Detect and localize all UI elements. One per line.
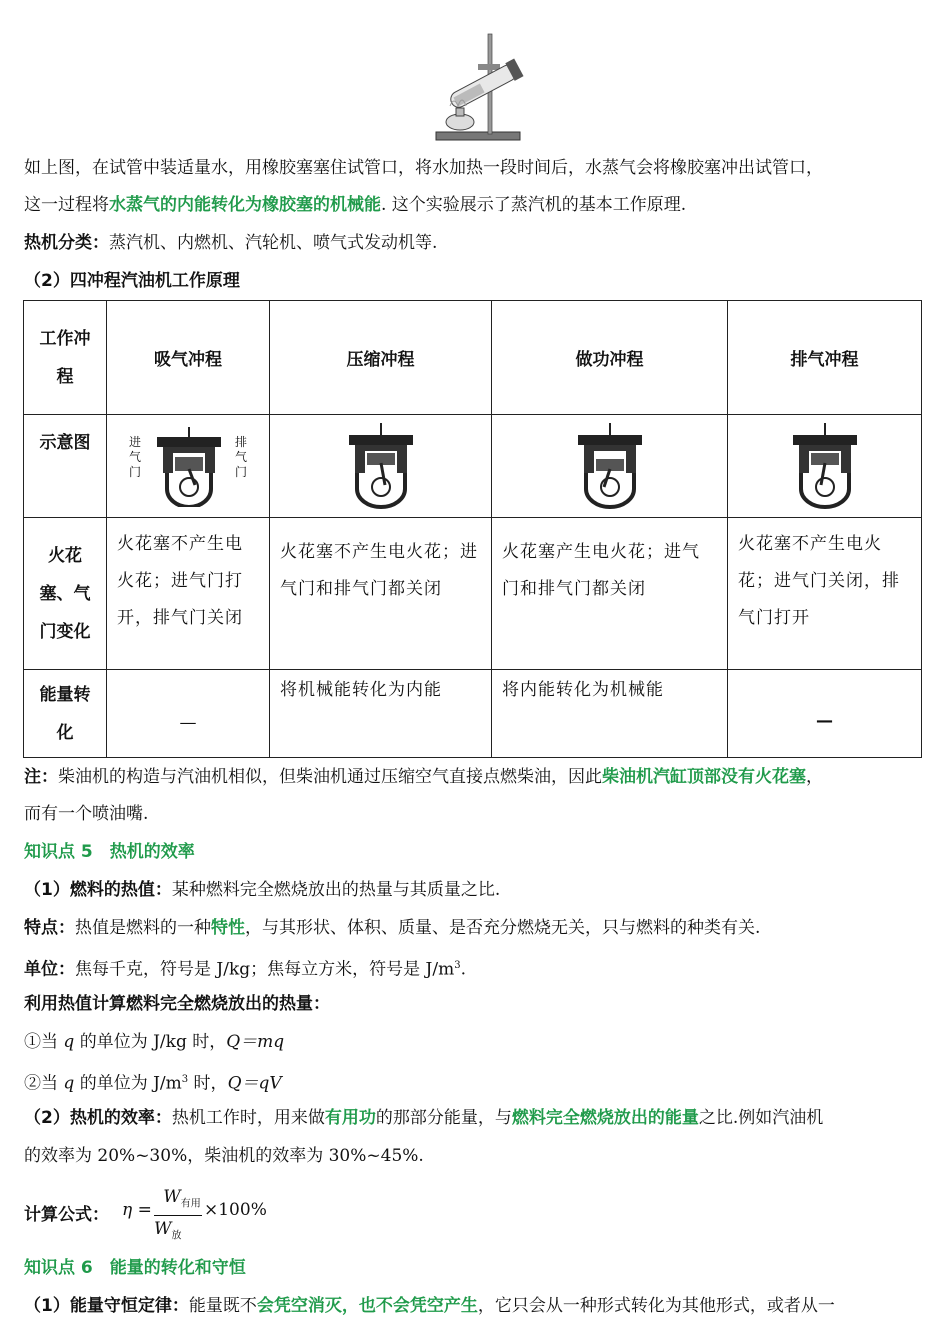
table-row-changes [24, 518, 922, 670]
table-header-row [24, 301, 922, 415]
energy-conservation-law: （1）能量守恒定律：能量既不会凭空消灭，也不会凭空产生，它只会从一种形式转化为其他形式，或者从一 [24, 1296, 835, 1316]
heat-value-def: （1）燃料的热值：某种燃料完全燃烧放出的热量与其质量之比. [24, 880, 501, 900]
formula-eta: η = [122, 1200, 152, 1220]
kp6-title: 知识点 6 能量的转化和守恒 [24, 1258, 246, 1278]
diagram-power [492, 415, 728, 518]
intake-valve-label: 进气门 [129, 435, 142, 479]
efficiency-def-1: （2）热机的效率：热机工作时，用来做有用功的那部分能量，与燃料完全燃烧放出的能量之比.例如汽油机 [24, 1108, 824, 1128]
section-2-title: （2）四冲程汽油机工作原理 [24, 271, 240, 291]
changes-compression: 火花塞不产生电火花；进气门和排气门都关闭 [270, 518, 492, 670]
formula-label: 计算公式： [24, 1205, 109, 1225]
energy-exhaust: — [728, 670, 922, 758]
engine-cylinder-icon [343, 423, 419, 509]
test-tube-experiment-figure [428, 28, 526, 144]
header-compression: 压缩冲程 [270, 301, 492, 415]
header-stroke: 工作冲程 [24, 301, 107, 415]
intro-line-2: 这一过程将水蒸气的内能转化为橡胶塞的机械能. 这个实验展示了蒸汽机的基本工作原理. [24, 195, 687, 215]
diagram-intake [107, 415, 270, 518]
table-row-diagram [24, 415, 922, 518]
header-exhaust: 排气冲程 [728, 301, 922, 415]
engine-cylinder-icon [151, 427, 227, 507]
efficiency-formula [24, 1186, 324, 1242]
diagram-compression [270, 415, 492, 518]
table-row-energy [24, 670, 922, 758]
row-label-energy: 能量转化 [24, 670, 107, 758]
calc-title: 利用热值计算燃料完全燃烧放出的热量： [24, 994, 330, 1014]
header-intake: 吸气冲程 [107, 301, 270, 415]
engine-cylinder-icon [572, 423, 648, 509]
changes-exhaust: 火花塞不产生电火花；进气门关闭，排气门打开 [728, 518, 922, 670]
highlight-text: 水蒸气的内能转化为橡胶塞的机械能 [109, 195, 381, 215]
efficiency-def-2: 的效率为 20%~30%，柴油机的效率为 30%~45%. [24, 1146, 424, 1166]
kp5-title: 知识点 5 热机的效率 [24, 842, 195, 862]
heat-value-feature: 特点：热值是燃料的一种特性，与其形状、体积、质量、是否充分燃烧无关，只与燃料的种类有关. [24, 918, 761, 938]
note-line-1: 注：柴油机的构造与汽油机相似，但柴油机通过压缩空气直接点燃柴油，因此柴油机汽缸顶部没有火花塞， [24, 767, 823, 787]
energy-compression: 将机械能转化为内能 [270, 670, 492, 758]
intro-line-1: 如上图，在试管中装适量水，用橡胶塞塞住试管口，将水加热一段时间后，水蒸气会将橡胶塞冲出试管口， [24, 158, 823, 178]
row-label-changes: 火花塞、气门变化 [24, 518, 107, 670]
changes-intake: 火花塞不产生电火花；进气门打开，排气门关闭 [107, 518, 270, 670]
case-1: ①当 q 的单位为 J/kg 时，Q＝mq [24, 1032, 285, 1052]
note-line-2: 而有一个喷油嘴. [24, 804, 149, 824]
diagram-exhaust [728, 415, 922, 518]
case-2: ②当 q 的单位为 $J/m^3$ 时，Q＝qV [24, 1073, 282, 1094]
energy-intake: — [107, 670, 270, 758]
classification: 热机分类：蒸汽机、内燃机、汽轮机、喷气式发动机等. [24, 233, 438, 253]
header-power: 做功冲程 [492, 301, 728, 415]
energy-power: 将内能转化为机械能 [492, 670, 728, 758]
row-label-diagram: 示意图 [24, 415, 107, 518]
formula-fraction: $W_{有用}$ $W_放$ [154, 1187, 201, 1242]
formula-tail: ×100% [204, 1200, 267, 1220]
exhaust-valve-label: 排气门 [235, 435, 248, 479]
four-stroke-table [23, 300, 922, 758]
engine-cylinder-icon [787, 423, 863, 509]
changes-power: 火花塞产生电火花；进气门和排气门都关闭 [492, 518, 728, 670]
heat-value-unit: 单位：焦每千克，符号是 J/kg；焦每立方米，符号是 $J/m^3$. [24, 959, 466, 980]
